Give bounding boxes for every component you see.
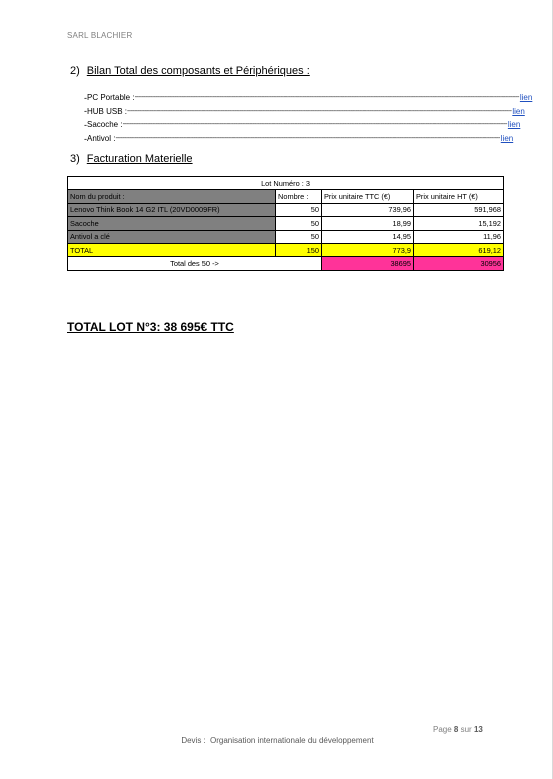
page-sep: sur — [460, 725, 472, 734]
list-item — [84, 132, 514, 146]
cell-price-ht: 15,192 — [414, 217, 504, 230]
item-name: HUB USB : — [87, 106, 128, 116]
dot-leader: ------------------------------------------------------------------------------------------------------------------------------------------------------------------------------------------------------------------------------ — [134, 94, 519, 102]
page-footer — [0, 736, 553, 745]
section-2-title — [70, 65, 310, 77]
lot-title-row — [68, 177, 504, 190]
header-count: Nombre : — [276, 190, 322, 203]
cell-price-ht: 591,968 — [414, 203, 504, 216]
cell-total50-ttc: 38695 — [322, 257, 414, 270]
item-link[interactable]: lien — [507, 120, 521, 130]
cell-total-label: TOTAL — [68, 243, 276, 256]
bullet: - — [84, 92, 87, 103]
cell-count: 50 — [276, 230, 322, 243]
total-lot-heading: TOTAL LOT N°3: 38 695€ TTC — [67, 320, 234, 334]
cell-price-ttc: 739,96 — [322, 203, 414, 216]
item-link[interactable]: lien — [519, 93, 533, 103]
section-3-number: 3) — [70, 153, 80, 165]
cell-product: Antivol a clé — [68, 230, 276, 243]
table-row — [68, 230, 504, 243]
page-current: 8 — [453, 725, 459, 734]
footer-devis-text: Organisation internationale du développement — [210, 736, 374, 745]
section-3-title — [70, 153, 193, 165]
bullet: - — [84, 133, 87, 144]
header-price-ht: Prix unitaire HT (€) — [414, 190, 504, 203]
bullet: - — [84, 119, 87, 130]
cell-price-ht: 11,96 — [414, 230, 504, 243]
total-row — [68, 243, 504, 256]
list-item — [84, 91, 533, 105]
cell-count: 50 — [276, 203, 322, 216]
header-product: Nom du produit : — [68, 190, 276, 203]
section-2-number: 2) — [70, 65, 80, 77]
list-item — [84, 118, 521, 132]
header-row — [68, 190, 504, 203]
dot-leader: ------------------------------------------------------------------------------------------------------------------------------------------------------------------------------------------------------------------------------ — [127, 107, 512, 115]
cell-total50-ht: 30956 — [414, 257, 504, 270]
bullet: - — [84, 106, 87, 117]
cell-total-ht: 619,12 — [414, 243, 504, 256]
dot-leader: ------------------------------------------------------------------------------------------------------------------------------------------------------------------------------------------------------------------------------ — [122, 121, 507, 129]
header-price-ttc: Prix unitaire TTC (€) — [322, 190, 414, 203]
cell-product: Sacoche — [68, 217, 276, 230]
list-item — [84, 105, 525, 119]
cell-total50-label: Total des 50 -> — [68, 257, 322, 270]
footer-devis-label: Devis : — [181, 736, 206, 745]
cell-price-ttc: 14,95 — [322, 230, 414, 243]
components-list — [84, 91, 533, 145]
section-3-text: Facturation Materielle — [86, 153, 193, 165]
cell-total-count: 150 — [276, 243, 322, 256]
cell-product: Lenovo Think Book 14 G2 ITL (20VD0009FR) — [68, 203, 276, 216]
item-name: Antivol : — [87, 134, 116, 144]
item-link[interactable]: lien — [500, 134, 514, 144]
lot-title: Lot Numéro : 3 — [68, 177, 504, 190]
cell-price-ttc: 18,99 — [322, 217, 414, 230]
table-row — [68, 217, 504, 230]
item-name: Sacoche : — [87, 120, 123, 130]
item-name: PC Portable : — [87, 93, 135, 103]
page-number — [433, 725, 483, 734]
section-2-text: Bilan Total des composants et Périphériques : — [86, 65, 310, 77]
table-row — [68, 203, 504, 216]
cell-count: 50 — [276, 217, 322, 230]
dot-leader: ------------------------------------------------------------------------------------------------------------------------------------------------------------------------------------------------------------------------------ — [115, 135, 500, 143]
page-label: Page — [433, 725, 452, 734]
cell-total-ttc: 773,9 — [322, 243, 414, 256]
invoice-table — [67, 176, 504, 271]
company-name: SARL BLACHIER — [67, 31, 133, 40]
total50-row — [68, 257, 504, 270]
item-link[interactable]: lien — [512, 106, 525, 116]
page-total: 13 — [473, 725, 483, 734]
